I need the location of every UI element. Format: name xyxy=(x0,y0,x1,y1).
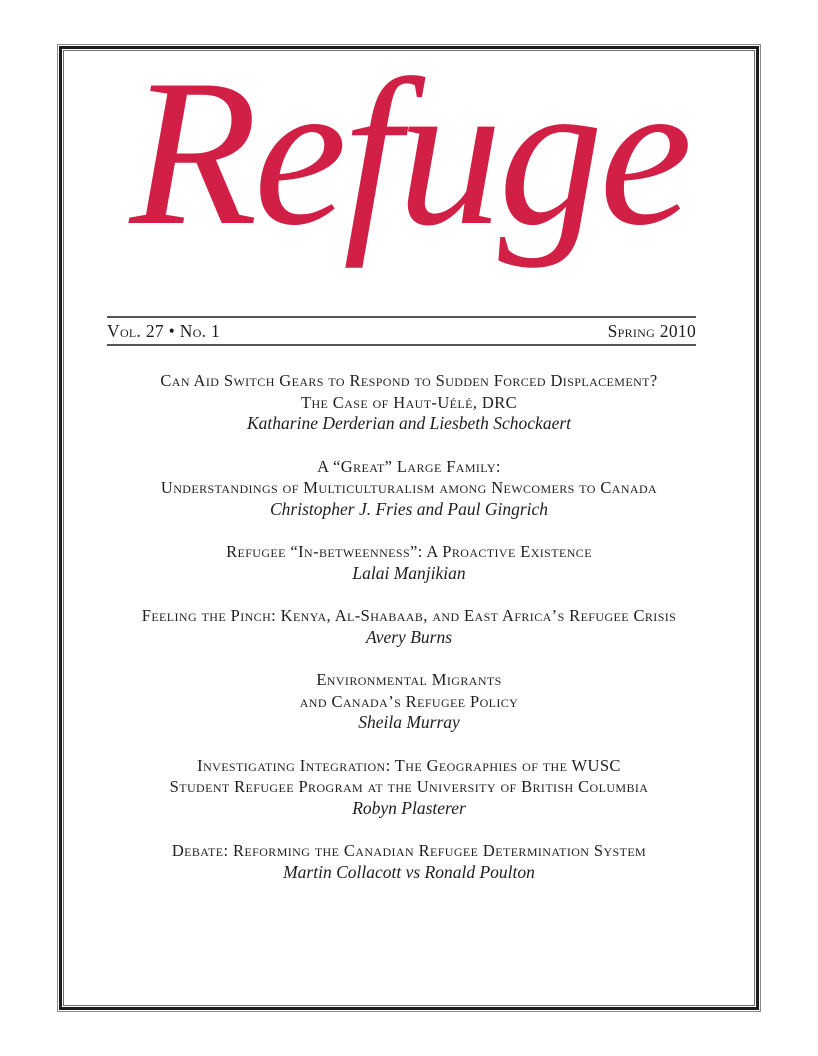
article-title-line: Debate: Reforming the Canadian Refugee Determination System xyxy=(171,841,647,860)
article-authors: Martin Collacott vs Ronald Poulton xyxy=(283,861,535,882)
journal-title: Refuge xyxy=(129,37,689,269)
article-title-line: Understandings of Multiculturalism among Newcomers to Canada xyxy=(160,478,658,497)
article-title-line: Investigating Integration: The Geographies of the WUSC xyxy=(197,755,621,775)
table-of-contents xyxy=(75,370,743,904)
article-entry xyxy=(75,456,743,521)
article-authors: Katharine Derderian and Liesbeth Schockaert xyxy=(246,413,572,433)
article-authors: Christopher J. Fries and Paul Gingrich xyxy=(269,498,549,519)
article-authors: Lalai Manjikian xyxy=(352,562,466,583)
article-title-line: Student Refugee Program at the University of British Columbia xyxy=(169,777,649,796)
article-entry xyxy=(75,755,743,820)
article-authors: Sheila Murray xyxy=(358,712,460,732)
article-title-line: The Case of Haut-Uélé, DRC xyxy=(300,392,518,412)
article-entry xyxy=(75,605,743,648)
volume-number: Vol. 27 • No. 1 xyxy=(107,320,221,341)
article-entry xyxy=(75,669,743,734)
article-title-line: and Canada’s Refugee Policy xyxy=(299,691,519,711)
issue-season: Spring 2010 xyxy=(607,320,696,341)
article-entry xyxy=(75,840,743,883)
article-title-line: Refugee “In-betweenness”: A Proactive Existence xyxy=(226,542,592,561)
article-entry xyxy=(75,541,743,584)
article-title-line: Can Aid Switch Gears to Respond to Sudden Forced Displacement? xyxy=(160,371,658,390)
article-entry xyxy=(75,370,743,435)
issue-info-bar xyxy=(107,316,696,346)
article-authors: Avery Burns xyxy=(365,626,453,647)
article-title-line: A “Great” Large Family: xyxy=(317,456,501,476)
article-title-line: Feeling the Pinch: Kenya, Al-Shabaab, and East Africa’s Refugee Crisis xyxy=(141,606,677,625)
article-title-line: Environmental Migrants xyxy=(316,670,502,689)
article-authors: Robyn Plasterer xyxy=(352,797,466,818)
